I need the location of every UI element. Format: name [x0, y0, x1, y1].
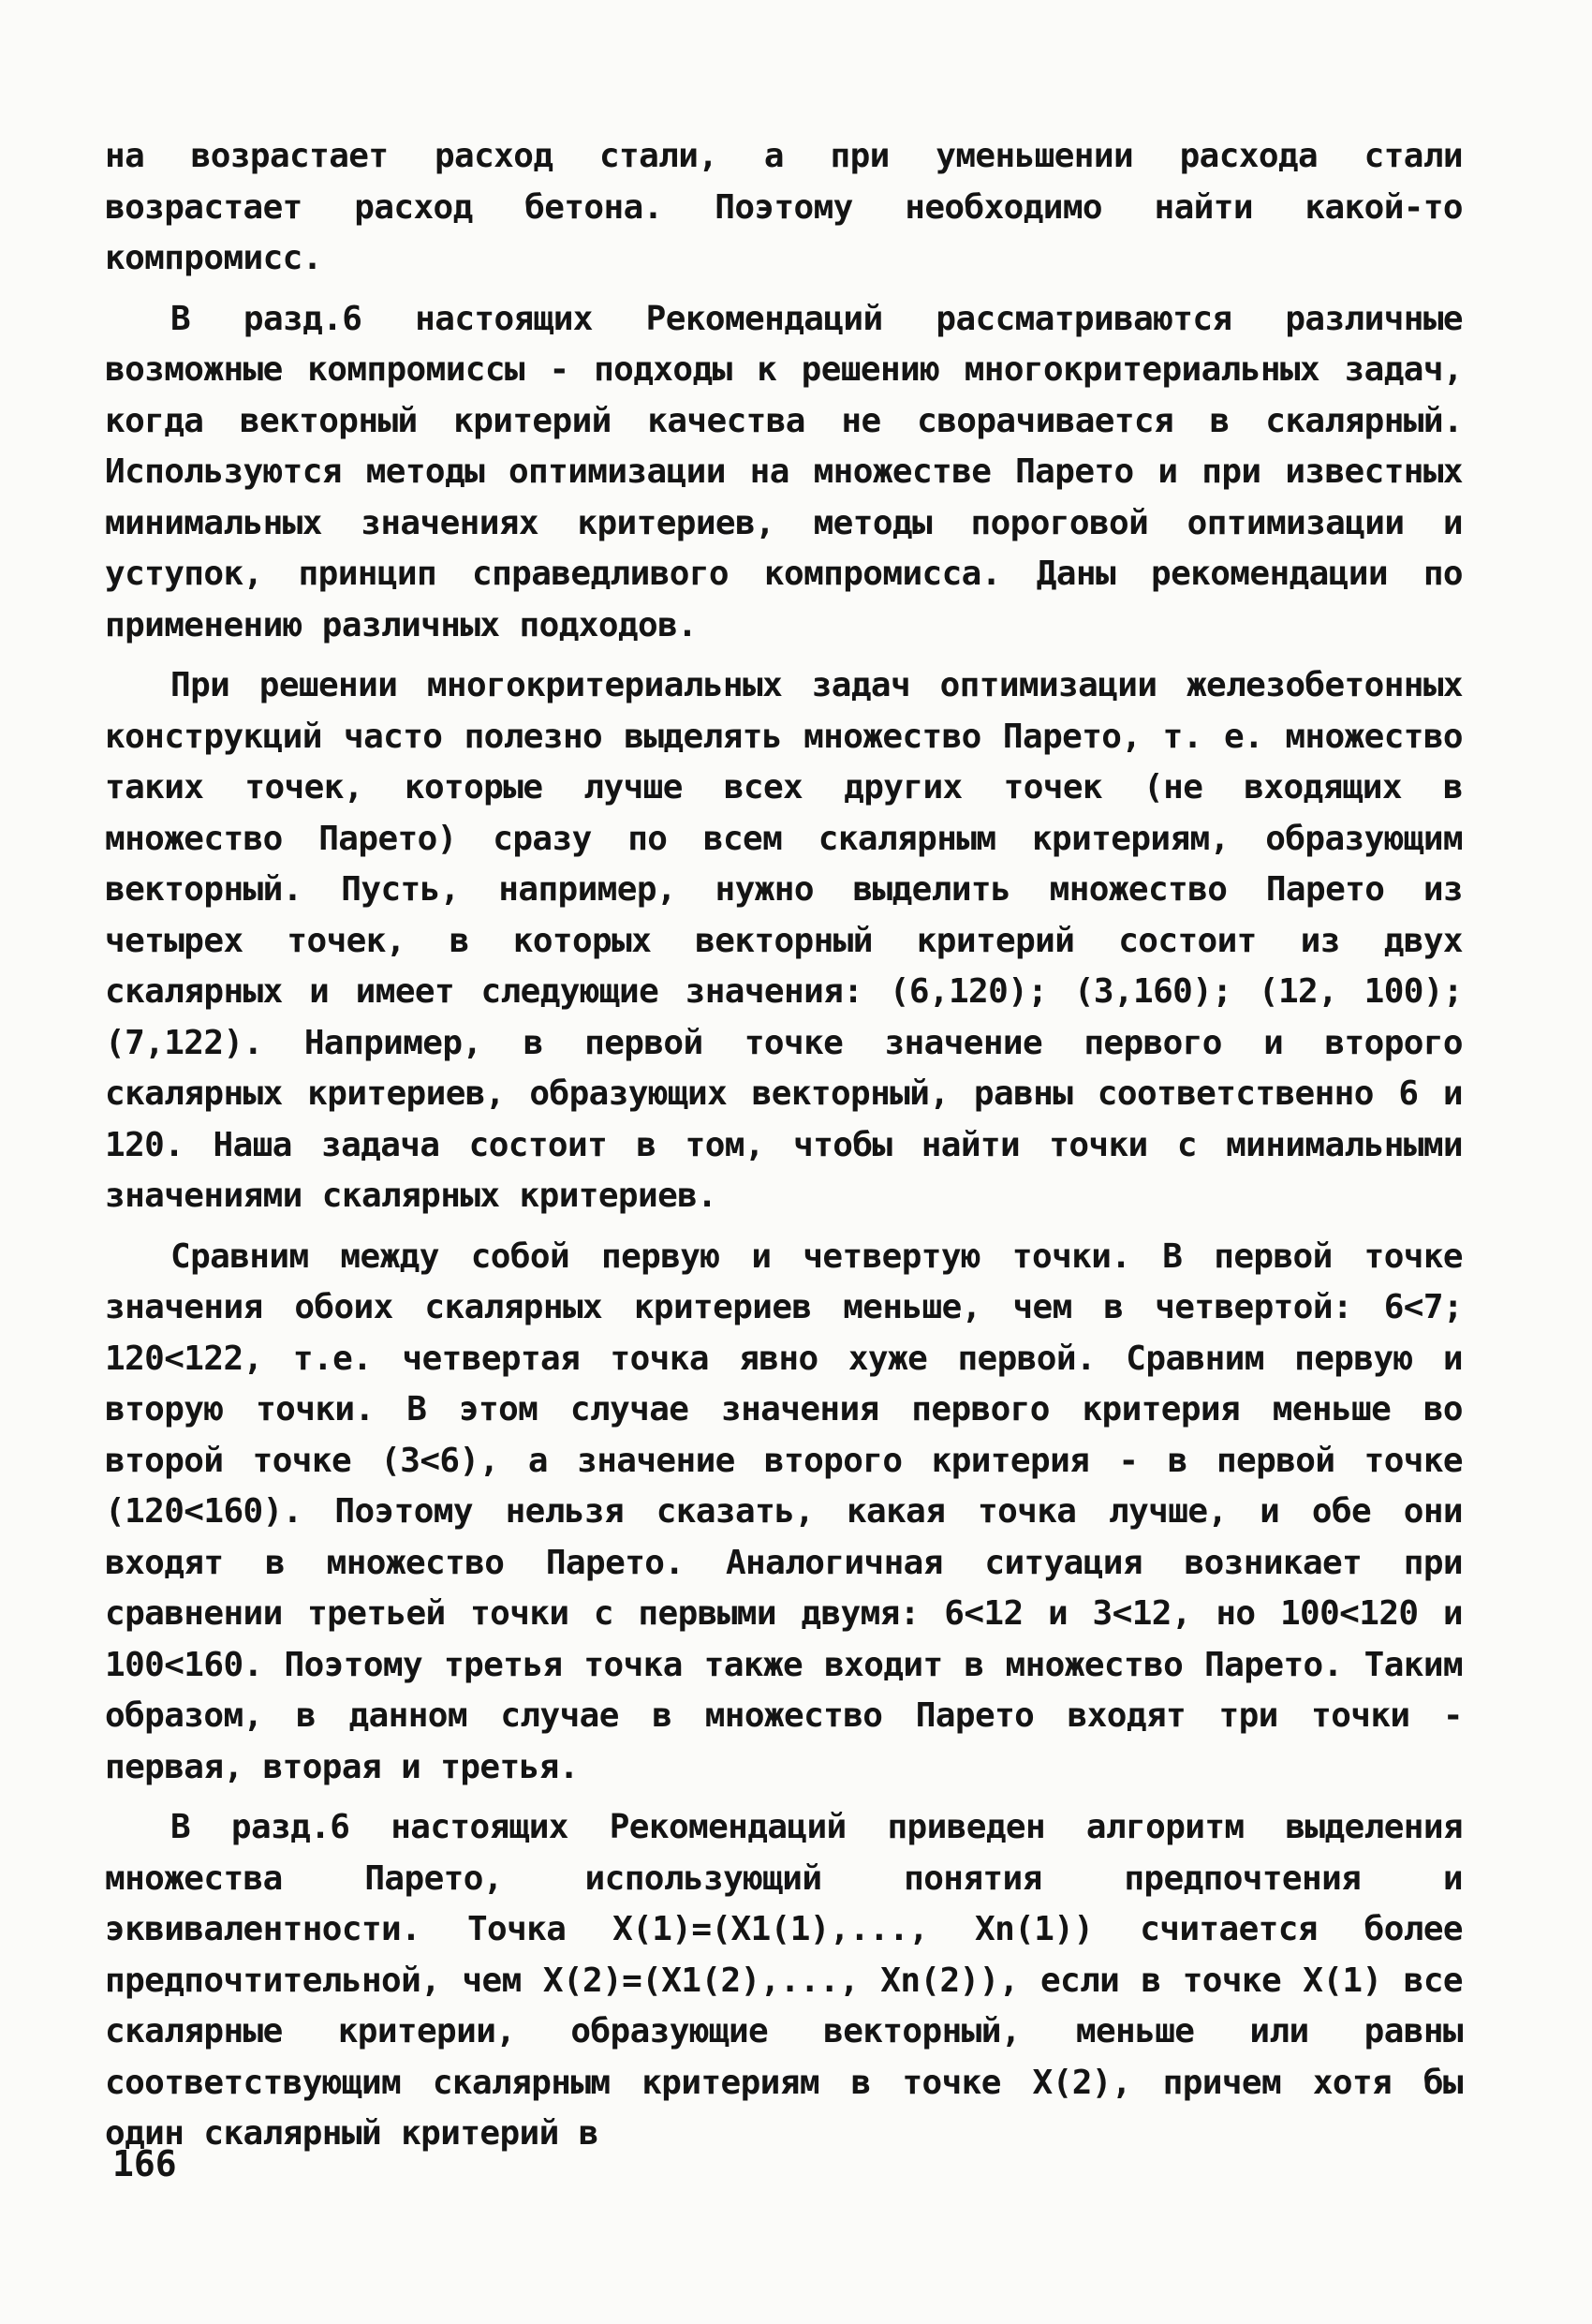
paragraph-3: При решении многокритериальных задач оптимизации железобетонных конструкций часто полезно выделять множество Парето, т. е. множество таких точек, которые лучше всех других точек (не входящих в множество Парето) сразу по всем скалярным критериям, образующим векторный. Пусть, например, нужно выделить множество Парето из четырех точек, в которых векторный критерий состоит из двух скалярных и имеет следующие значения: (6,120); (3,160); (12, 100); (7,122). Например, в первой точке значение первого и второго скалярных критериев, образующих векторный, равны соответственно 6 и 120. Наша задача состоит в том, чтобы найти точки с минимальными значениями скалярных критериев. [105, 666, 1463, 1215]
paragraph-2: В разд.6 настоящих Рекомендаций рассматриваются различные возможные компромиссы - подходы к решению многокритериальных задач, когда векторный критерий качества не сворачивается в скалярный. Используются методы оптимизации на множестве Парето и при известных минимальных значениях критериев, методы пороговой оптимизации и уступок, принцип справедливого компромисса. Даны рекомендации по применению различных подходов. [105, 299, 1463, 644]
paragraph-1: на возрастает расход стали, а при уменьшении расхода стали возрастает расход бетона. Поэтому необходимо найти какой-то компромисс. [105, 137, 1463, 277]
page-text [105, 131, 1463, 2160]
paragraph-5: В разд.6 настоящих Рекомендаций приведен алгоритм выделения множества Парето, использующий понятия предпочтения и эквивалентности. Точка X(1)=(X1(1),..., Xn(1)) считается более предпочтительной, чем X(2)=(X1(2),..., Xn(2)), если в точке X(1) все скалярные критерии, образующие векторный, меньше или равны соответствующим скалярным критериям в точке X(2), причем хотя бы один скалярный критерий в [105, 1808, 1463, 2153]
page-number: 166 [112, 2143, 177, 2184]
paragraph-4: Сравним между собой первую и четвертую точки. В первой точке значения обоих скалярных критериев меньше, чем в четвертой: 6<7; 120<122, т.е. четвертая точка явно хуже первой. Сравним первую и вторую точки. В этом случае значения первого критерия меньше во второй точке (3<6), а значение второго критерия - в первой точке (120<160). Поэтому нельзя сказать, какая точка лучше, и обе они входят в множество Парето. Аналогичная ситуация возникает при сравнении третьей точки с первыми двумя: 6<12 и 3<12, но 100<120 и 100<160. Поэтому третья точка также входит в множество Парето. Таким образом, в данном случае в множество Парето входят три точки - первая, вторая и третья. [105, 1236, 1463, 1786]
